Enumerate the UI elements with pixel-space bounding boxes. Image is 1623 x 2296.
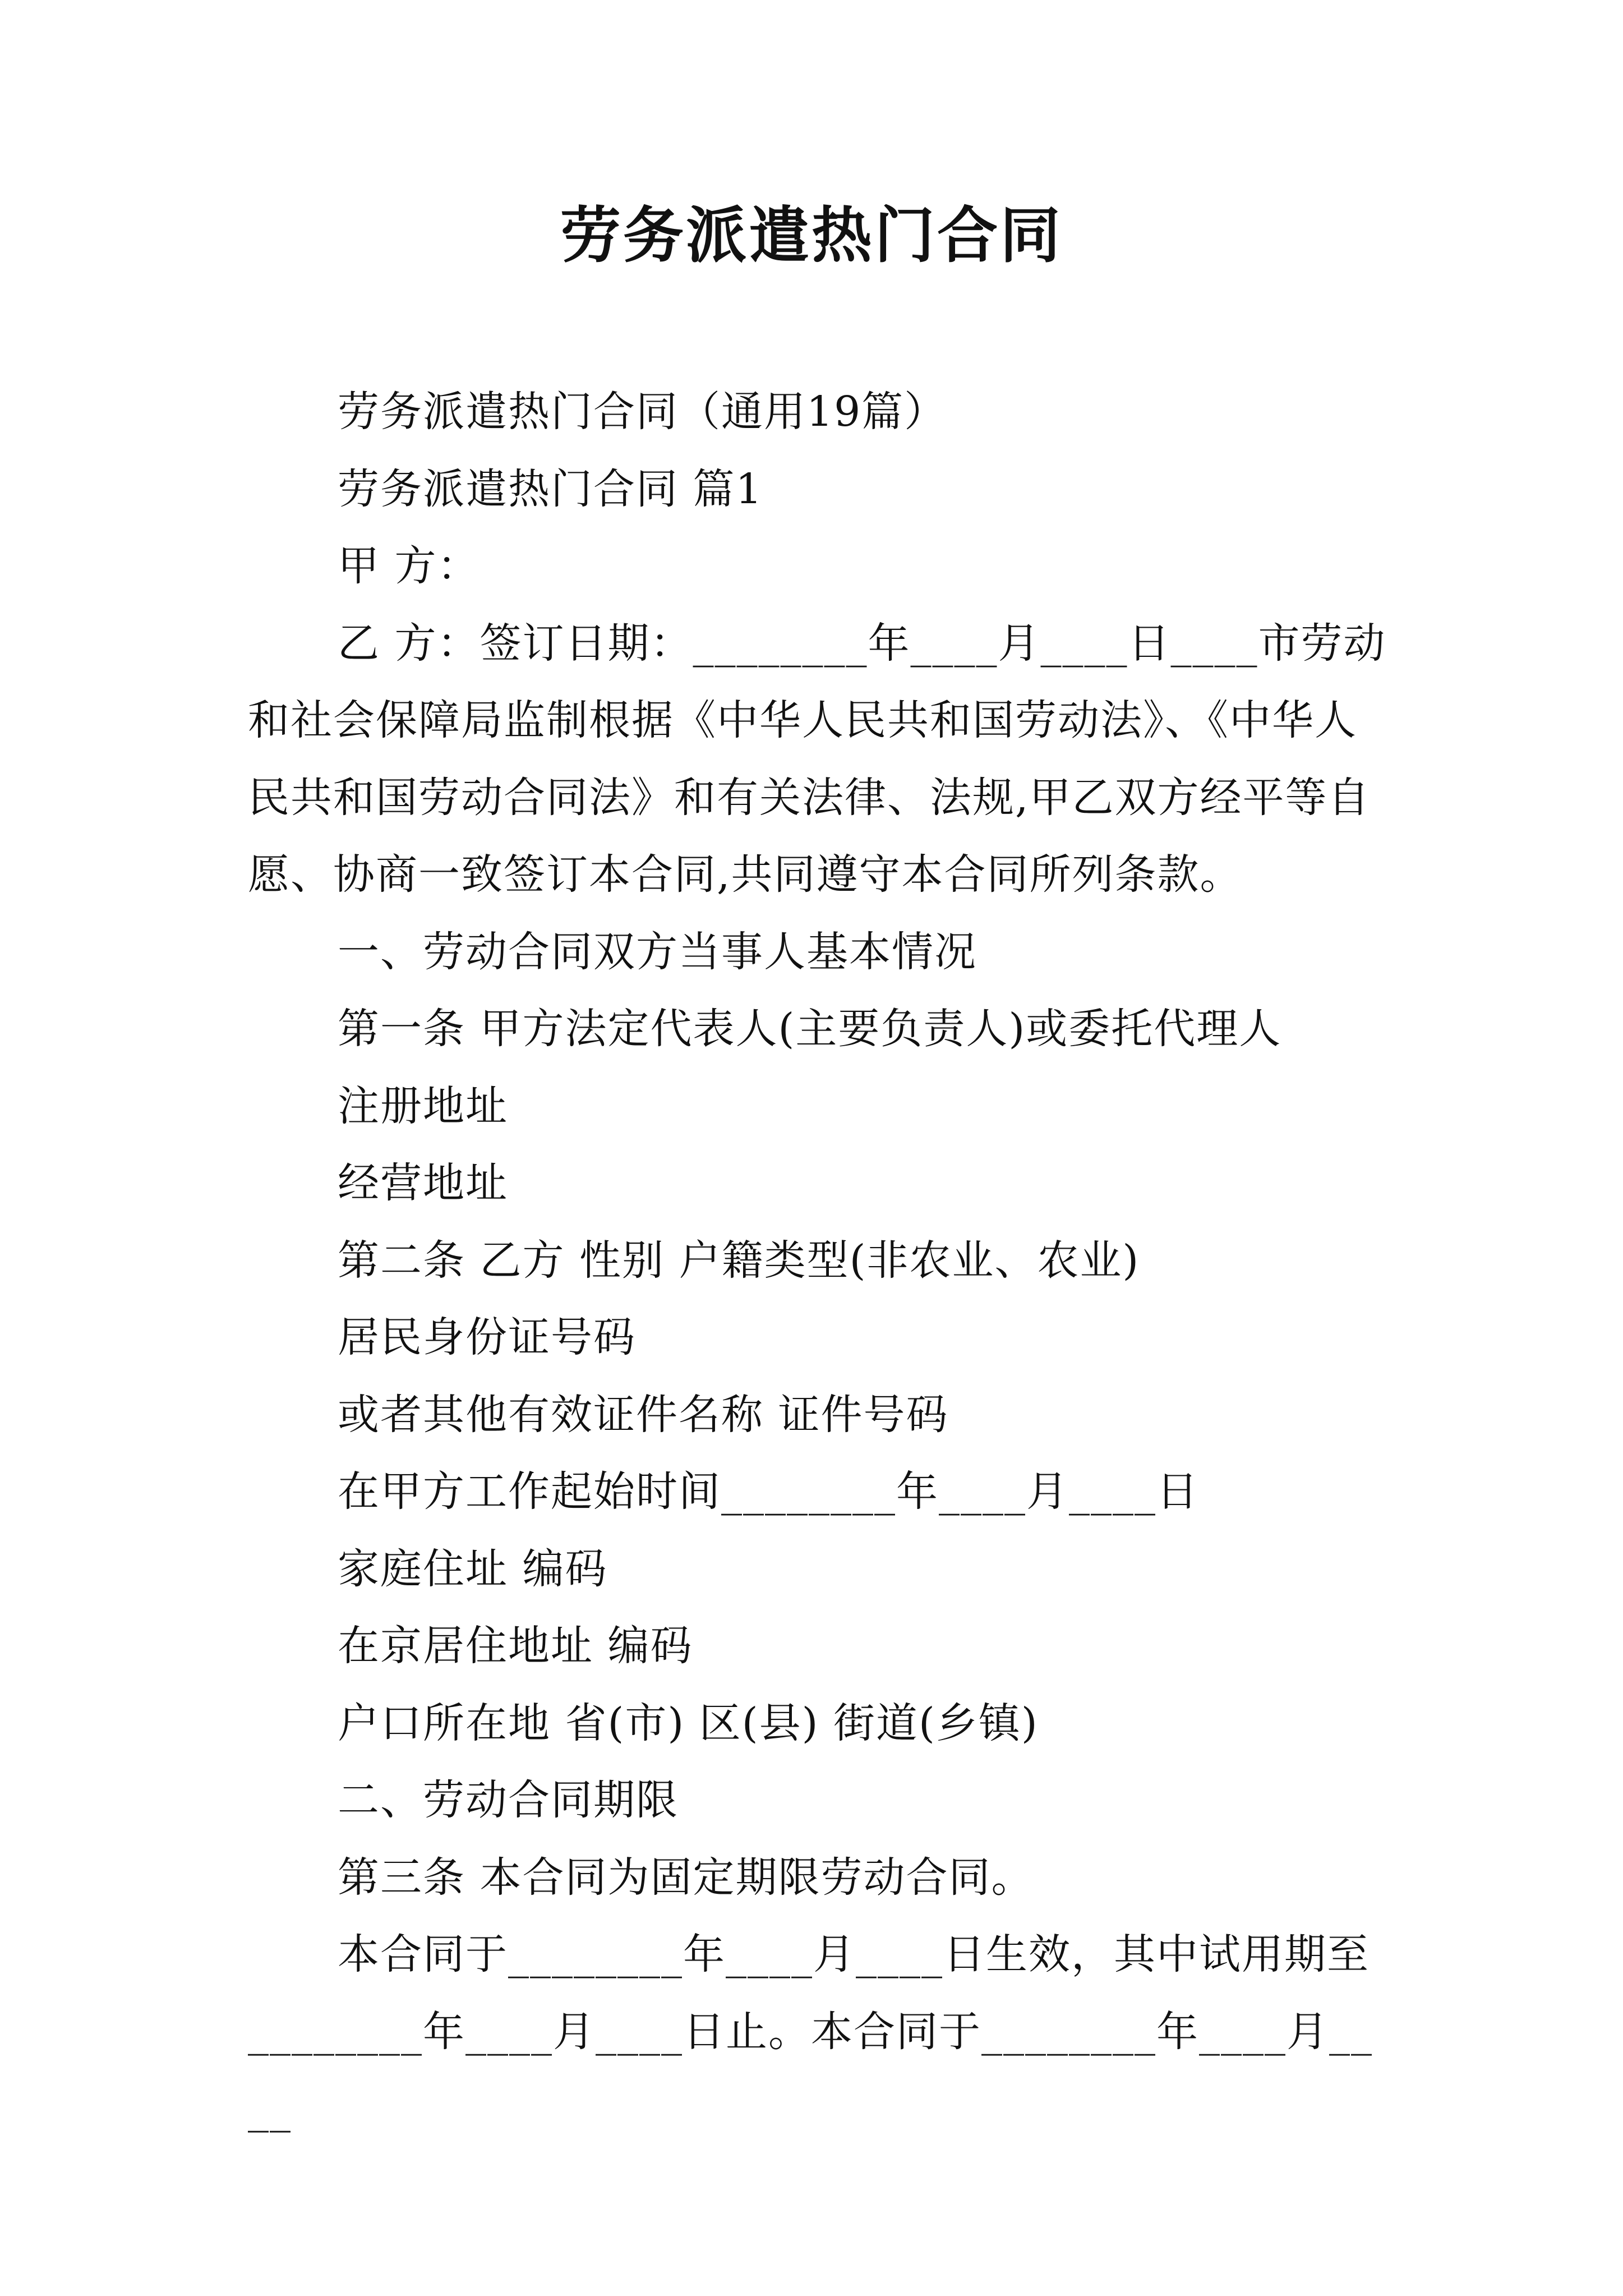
paragraph: 在京居住地址 编码 <box>338 1622 693 1670</box>
paragraph: 劳务派遣热门合同（通用19篇） <box>338 388 947 436</box>
paragraph: 第三条 本合同为固定期限劳动合同。 <box>338 1853 1034 1902</box>
paragraph: 本合同于________年____月____日生效，其中试用期至________年____月____日止。本合同于________年____月____ <box>248 1930 1373 2133</box>
paragraph: 或者其他有效证件名称 证件号码 <box>338 1390 949 1439</box>
paragraph: 一、劳动合同双方当事人基本情况 <box>338 927 977 976</box>
paragraph: 注册地址 <box>338 1082 508 1130</box>
paragraph: 乙 方：签订日期：________年____月____日____市劳动和社会保障局监制根据《中华人民共和国劳动法》、《中华人民共和国劳动合同法》和有关法律、法规,甲乙双方经平等自愿、协商一致签订本合同,共同遵守本合同所列条款。 <box>248 619 1386 899</box>
paragraph: 劳务派遣热门合同 篇1 <box>338 464 763 513</box>
paragraph: 经营地址 <box>338 1159 508 1207</box>
document-title: 劳务派遣热门合同 <box>560 200 1063 271</box>
document-body <box>248 374 1391 2148</box>
paragraph: 居民身份证号码 <box>338 1313 636 1361</box>
paragraph: 在甲方工作起始时间________年____月____日 <box>338 1467 1199 1516</box>
paragraph: 二、劳动合同期限 <box>338 1776 679 1824</box>
paragraph: 家庭住址 编码 <box>338 1544 608 1593</box>
paragraph: 第二条 乙方 性别 户籍类型(非农业、农业) <box>338 1236 1140 1285</box>
paragraph: 甲 方： <box>338 542 480 590</box>
paragraph: 第一条 甲方法定代表人(主要负责人)或委托代理人 <box>338 1005 1282 1053</box>
paragraph: 户口所在地 省(市) 区(县) 街道(乡镇) <box>338 1699 1039 1747</box>
